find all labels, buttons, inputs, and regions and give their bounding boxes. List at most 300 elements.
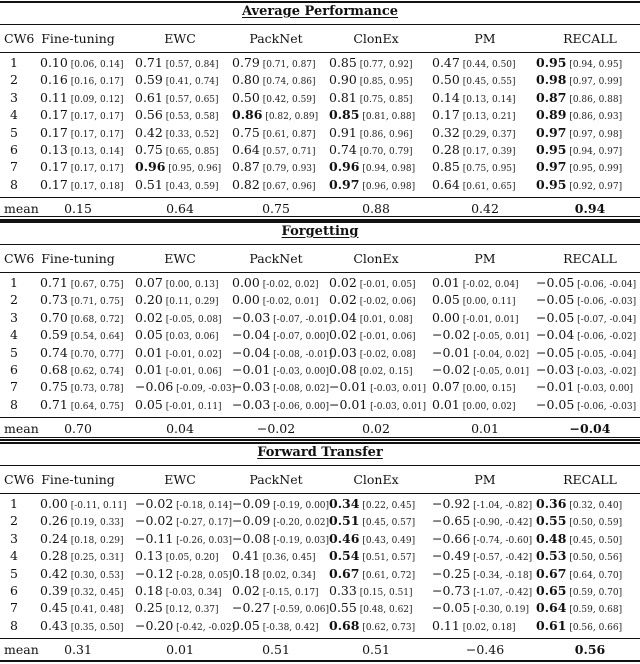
cell-value: 0.01 bbox=[432, 275, 460, 290]
confidence-interval: [0.67, 0.75] bbox=[67, 280, 124, 290]
cell-value: 0.05 bbox=[135, 396, 163, 412]
table-cell bbox=[135, 72, 219, 87]
table-cell bbox=[40, 159, 124, 174]
confidence-interval: [-0.03, 0.34] bbox=[162, 588, 222, 598]
table-cell bbox=[432, 566, 532, 581]
confidence-interval: [0.50, 0.56] bbox=[566, 553, 623, 564]
confidence-interval: [0.01, 0.08] bbox=[356, 314, 413, 325]
table-cell bbox=[329, 379, 426, 394]
cell-value: −0.02 bbox=[135, 496, 174, 511]
cell-value: −0.09 bbox=[232, 496, 271, 511]
table-rule bbox=[0, 197, 640, 198]
cell-value: 0.28 bbox=[432, 142, 460, 157]
table-row bbox=[0, 583, 640, 600]
table-row bbox=[0, 72, 640, 89]
table-cell bbox=[432, 142, 516, 157]
confidence-interval: [0.17, 0.17] bbox=[67, 112, 124, 123]
confidence-interval: [0.73, 0.78] bbox=[67, 384, 124, 395]
table-cell bbox=[232, 345, 332, 360]
mean-value: −0.02 bbox=[256, 421, 296, 437]
cell-value: 0.81 bbox=[329, 89, 357, 105]
confidence-interval: [0.62, 0.74] bbox=[67, 367, 124, 377]
cell-value: −0.01 bbox=[329, 396, 368, 412]
confidence-interval: [0.68, 0.72] bbox=[67, 314, 124, 325]
confidence-interval: [-0.01, 0.02] bbox=[162, 349, 222, 360]
cell-value: 0.71 bbox=[135, 55, 163, 70]
mean-value: 0.64 bbox=[166, 201, 194, 217]
table-cell bbox=[232, 513, 329, 528]
confidence-interval: [0.59, 0.70] bbox=[566, 588, 623, 598]
cell-value: −0.03 bbox=[536, 362, 575, 377]
table-cell bbox=[329, 345, 416, 360]
column-header: RECALL bbox=[563, 31, 617, 46]
cell-value: 0.17 bbox=[40, 176, 68, 192]
table-cell bbox=[135, 513, 232, 528]
mean-value: 0.56 bbox=[574, 642, 606, 658]
confidence-interval: [0.94, 0.97] bbox=[566, 147, 623, 157]
table-cell bbox=[536, 292, 636, 307]
confidence-interval: [-0.02, 0.01] bbox=[259, 297, 319, 308]
table-cell bbox=[329, 600, 413, 615]
confidence-interval: [0.18, 0.29] bbox=[67, 535, 124, 546]
cell-value: 0.70 bbox=[40, 309, 68, 325]
cell-value: −0.09 bbox=[232, 513, 271, 529]
confidence-interval: [0.13, 0.14] bbox=[67, 147, 124, 157]
table-cell bbox=[432, 379, 516, 394]
cell-value: 0.95 bbox=[536, 142, 567, 157]
table-row bbox=[0, 55, 640, 72]
table-row bbox=[0, 496, 640, 513]
table-cell bbox=[432, 531, 532, 546]
table-cell bbox=[329, 327, 416, 342]
cell-value: 0.97 bbox=[536, 124, 567, 140]
column-header: EWC bbox=[164, 251, 196, 266]
cell-value: 0.07 bbox=[432, 379, 460, 395]
table-cell bbox=[40, 513, 124, 528]
confidence-interval: [-0.05, -0.04] bbox=[574, 349, 637, 360]
cell-value: −0.73 bbox=[432, 583, 471, 598]
confidence-interval: [0.48, 0.62] bbox=[356, 605, 413, 616]
confidence-interval: [0.65, 0.85] bbox=[162, 147, 219, 157]
table-rule bbox=[0, 24, 640, 25]
table-row bbox=[0, 379, 640, 396]
table-cell bbox=[135, 362, 222, 377]
cell-value: 0.00 bbox=[232, 275, 260, 290]
row-label: 1 bbox=[10, 275, 18, 290]
column-header: PackNet bbox=[249, 31, 303, 46]
confidence-interval: [0.06, 0.14] bbox=[67, 60, 124, 70]
confidence-interval: [-0.19, 0.03] bbox=[270, 535, 330, 546]
table-cell bbox=[40, 90, 124, 105]
table-cell bbox=[135, 379, 235, 394]
confidence-interval: [-0.11, 0.11] bbox=[67, 501, 127, 511]
table-cell bbox=[40, 583, 124, 598]
cell-value: −0.05 bbox=[536, 275, 575, 290]
confidence-interval: [0.86, 0.88] bbox=[566, 94, 623, 105]
table-cell bbox=[536, 548, 622, 563]
confidence-interval: [0.17, 0.17] bbox=[67, 129, 124, 140]
confidence-interval: [-0.03, -0.02] bbox=[574, 367, 637, 377]
confidence-interval: [0.70, 0.77] bbox=[67, 349, 124, 360]
table-cell bbox=[329, 618, 415, 633]
cell-value: 0.87 bbox=[536, 89, 567, 105]
table-row bbox=[0, 600, 640, 617]
cell-value: −0.05 bbox=[536, 309, 575, 325]
confidence-interval: [0.70, 0.79] bbox=[356, 147, 413, 157]
confidence-interval: [0.96, 0.98] bbox=[359, 181, 416, 192]
table-cell bbox=[135, 548, 219, 563]
cell-value: −0.08 bbox=[232, 530, 271, 546]
row-label: 6 bbox=[10, 362, 18, 377]
confidence-interval: [-0.07, -0.04] bbox=[574, 314, 637, 325]
confidence-interval: [0.59, 0.68] bbox=[566, 605, 623, 616]
table-cell bbox=[40, 397, 124, 412]
confidence-interval: [0.82, 0.89] bbox=[262, 112, 319, 123]
table-cell bbox=[232, 600, 329, 615]
cell-value: −0.04 bbox=[536, 327, 575, 343]
confidence-interval: [0.03, 0.06] bbox=[162, 332, 219, 343]
cell-value: 0.14 bbox=[432, 89, 460, 105]
cell-value: 0.03 bbox=[329, 344, 357, 360]
cell-value: 0.42 bbox=[40, 565, 68, 581]
table-cell bbox=[536, 600, 622, 615]
table-row bbox=[0, 292, 640, 309]
mean-value: 0.51 bbox=[262, 642, 290, 658]
cell-value: 0.17 bbox=[40, 159, 68, 175]
table-cell bbox=[40, 600, 124, 615]
table-cell bbox=[432, 496, 532, 511]
table-cell bbox=[135, 397, 222, 412]
table-row bbox=[0, 107, 640, 124]
cell-value: 0.67 bbox=[536, 565, 567, 581]
confidence-interval: [0.05, 0.20] bbox=[162, 553, 219, 564]
confidence-interval: [0.35, 0.50] bbox=[67, 622, 124, 633]
mean-label: mean bbox=[4, 642, 39, 658]
cell-value: 0.07 bbox=[135, 275, 163, 290]
cell-value: 0.25 bbox=[135, 600, 163, 616]
table-cell bbox=[432, 600, 529, 615]
table-cell bbox=[432, 177, 516, 192]
cell-value: 0.04 bbox=[329, 309, 357, 325]
cell-value: −0.05 bbox=[432, 600, 471, 616]
confidence-interval: [-0.02, 0.08] bbox=[356, 349, 416, 360]
cell-value: 0.20 bbox=[135, 292, 163, 308]
confidence-interval: [-0.06, -0.04] bbox=[574, 280, 637, 290]
confidence-interval: [0.67, 0.96] bbox=[259, 181, 316, 192]
table-cell bbox=[329, 55, 413, 70]
cell-value: 0.24 bbox=[40, 530, 68, 546]
column-header: ClonEx bbox=[353, 251, 399, 266]
cell-value: 0.02 bbox=[232, 583, 260, 598]
cell-value: 0.74 bbox=[40, 344, 68, 360]
confidence-interval: [0.45, 0.50] bbox=[566, 535, 623, 546]
cell-value: 0.02 bbox=[329, 275, 357, 290]
confidence-interval: [0.86, 0.93] bbox=[566, 112, 623, 123]
confidence-interval: [0.22, 0.45] bbox=[359, 501, 416, 511]
cell-value: 0.39 bbox=[40, 583, 68, 598]
table-rule bbox=[0, 660, 640, 662]
mean-value: −0.46 bbox=[465, 642, 505, 658]
confidence-interval: [0.54, 0.64] bbox=[67, 332, 124, 343]
table-row bbox=[0, 310, 640, 327]
confidence-interval: [0.02, 0.34] bbox=[259, 570, 316, 581]
cell-value: 0.90 bbox=[329, 72, 357, 88]
row-label-header: CW6 bbox=[4, 472, 35, 487]
cell-value: 0.55 bbox=[536, 513, 567, 529]
cell-value: 0.11 bbox=[432, 617, 460, 633]
confidence-interval: [0.17, 0.39] bbox=[459, 147, 516, 157]
cell-value: 0.17 bbox=[40, 107, 68, 123]
table-cell bbox=[232, 566, 316, 581]
table-cell bbox=[536, 275, 636, 290]
confidence-interval: [-0.57, -0.42] bbox=[470, 553, 533, 564]
table-cell bbox=[536, 72, 622, 87]
confidence-interval: [-0.02, 0.06] bbox=[356, 297, 416, 308]
table-rule bbox=[0, 272, 640, 273]
table-cell bbox=[135, 618, 235, 633]
table-cell bbox=[232, 159, 316, 174]
table-cell bbox=[432, 345, 529, 360]
table-cell bbox=[432, 583, 532, 598]
cell-value: −0.01 bbox=[536, 379, 575, 395]
table-cell bbox=[329, 142, 413, 157]
cell-value: 0.47 bbox=[432, 55, 460, 70]
confidence-interval: [-0.18, 0.14] bbox=[173, 501, 233, 511]
cell-value: 0.87 bbox=[232, 159, 260, 175]
table-row bbox=[0, 397, 640, 414]
cell-value: 0.34 bbox=[329, 496, 360, 511]
column-header: ClonEx bbox=[353, 472, 399, 487]
confidence-interval: [-0.07, -0.01] bbox=[270, 314, 333, 325]
cell-value: 0.91 bbox=[329, 124, 357, 140]
cell-value: 0.73 bbox=[40, 292, 68, 308]
cell-value: −0.03 bbox=[232, 396, 271, 412]
table-cell bbox=[536, 531, 622, 546]
cell-value: 0.32 bbox=[432, 124, 460, 140]
confidence-interval: [0.71, 0.75] bbox=[67, 297, 124, 308]
table-cell bbox=[40, 531, 124, 546]
table-cell bbox=[40, 379, 124, 394]
table-cell bbox=[232, 292, 319, 307]
table-cell bbox=[432, 55, 516, 70]
confidence-interval: [0.50, 0.59] bbox=[566, 518, 623, 529]
table-cell bbox=[329, 496, 415, 511]
confidence-interval: [0.45, 0.57] bbox=[359, 518, 416, 529]
cell-value: 0.00 bbox=[432, 309, 460, 325]
row-label-header: CW6 bbox=[4, 31, 35, 46]
table-cell bbox=[432, 310, 519, 325]
confidence-interval: [0.41, 0.74] bbox=[162, 77, 219, 88]
row-label: 3 bbox=[10, 89, 18, 105]
cell-value: 0.01 bbox=[135, 362, 163, 377]
cell-value: 0.28 bbox=[40, 548, 68, 564]
cell-value: −0.04 bbox=[232, 344, 271, 360]
cell-value: −0.66 bbox=[432, 530, 471, 546]
table-cell bbox=[232, 177, 316, 192]
table-cell bbox=[432, 90, 516, 105]
mean-value: 0.88 bbox=[362, 201, 390, 217]
cell-value: 0.11 bbox=[40, 89, 68, 105]
table-cell bbox=[329, 177, 415, 192]
cell-value: 0.64 bbox=[232, 142, 260, 157]
confidence-interval: [-1.04, -0.82] bbox=[470, 501, 533, 511]
section-title bbox=[0, 224, 640, 239]
row-label: 7 bbox=[10, 600, 18, 616]
cell-value: 0.96 bbox=[135, 159, 166, 175]
table-row bbox=[0, 125, 640, 142]
confidence-interval: [0.75, 0.95] bbox=[459, 164, 516, 175]
cell-value: 0.64 bbox=[432, 176, 460, 192]
mean-label: mean bbox=[4, 421, 39, 437]
table-cell bbox=[232, 379, 329, 394]
table-row bbox=[0, 327, 640, 344]
cell-value: −0.02 bbox=[432, 362, 471, 377]
table-cell bbox=[329, 583, 413, 598]
table-cell bbox=[232, 310, 332, 325]
cell-value: 0.75 bbox=[135, 142, 163, 157]
table-cell bbox=[329, 397, 426, 412]
section-title-text: Forward Transfer bbox=[257, 445, 383, 460]
table-cell bbox=[232, 55, 316, 70]
cell-value: 0.00 bbox=[40, 496, 68, 511]
table-cell bbox=[432, 397, 516, 412]
table-cell bbox=[135, 292, 219, 307]
table-cell bbox=[432, 125, 516, 140]
mean-value: 0.01 bbox=[166, 642, 194, 658]
cell-value: 0.59 bbox=[40, 327, 68, 343]
confidence-interval: [-0.09, -0.03] bbox=[173, 384, 236, 395]
confidence-interval: [0.79, 0.93] bbox=[259, 164, 316, 175]
table-row bbox=[0, 142, 640, 159]
table-cell bbox=[135, 310, 222, 325]
table-cell bbox=[40, 142, 124, 157]
confidence-interval: [-0.20, 0.02] bbox=[270, 518, 330, 529]
confidence-interval: [0.36, 0.45] bbox=[259, 553, 316, 564]
table-cell bbox=[432, 159, 516, 174]
table-cell bbox=[536, 566, 622, 581]
table-cell bbox=[536, 327, 636, 342]
table-cell bbox=[432, 327, 529, 342]
row-label: 8 bbox=[10, 176, 18, 192]
confidence-interval: [0.56, 0.66] bbox=[566, 622, 623, 633]
cell-value: 0.50 bbox=[432, 72, 460, 88]
column-header: PackNet bbox=[249, 251, 303, 266]
confidence-interval: [0.53, 0.58] bbox=[162, 112, 219, 123]
cell-value: 0.17 bbox=[432, 107, 460, 123]
cell-value: 0.89 bbox=[536, 107, 567, 123]
table-cell bbox=[536, 583, 622, 598]
table-row bbox=[0, 159, 640, 176]
table-cell bbox=[232, 125, 316, 140]
cell-value: 0.01 bbox=[432, 396, 460, 412]
cell-value: 0.54 bbox=[329, 548, 360, 564]
column-header: PM bbox=[474, 31, 496, 46]
table-cell bbox=[536, 379, 633, 394]
confidence-interval: [-0.07, 0.00] bbox=[270, 332, 330, 343]
table-cell bbox=[432, 107, 516, 122]
confidence-interval: [-0.03, 0.00] bbox=[270, 367, 330, 377]
cell-value: 0.18 bbox=[232, 565, 260, 581]
table-cell bbox=[40, 55, 124, 70]
table-cell bbox=[135, 90, 219, 105]
confidence-interval: [0.19, 0.33] bbox=[67, 518, 124, 529]
column-header: Fine-tuning bbox=[41, 31, 115, 46]
mean-value: 0.15 bbox=[64, 201, 92, 217]
confidence-interval: [0.62, 0.73] bbox=[359, 622, 416, 633]
cell-value: 0.46 bbox=[329, 530, 360, 546]
confidence-interval: [-0.04, 0.02] bbox=[470, 349, 530, 360]
confidence-interval: [-0.03, 0.00] bbox=[574, 384, 634, 395]
confidence-interval: [-0.74, -0.60] bbox=[470, 535, 533, 546]
cell-value: 0.33 bbox=[329, 583, 357, 598]
table-cell bbox=[432, 275, 519, 290]
cell-value: 0.80 bbox=[232, 72, 260, 88]
cell-value: 0.71 bbox=[40, 275, 68, 290]
row-label: 7 bbox=[10, 159, 18, 175]
cell-value: −0.02 bbox=[432, 327, 471, 343]
cell-value: 0.02 bbox=[329, 327, 357, 343]
cell-value: 0.86 bbox=[232, 107, 263, 123]
table-rule bbox=[0, 442, 640, 444]
confidence-interval: [-0.01, 0.06] bbox=[356, 332, 416, 343]
table-cell bbox=[432, 292, 516, 307]
table-cell bbox=[135, 496, 232, 511]
table-cell bbox=[536, 618, 622, 633]
table-cell bbox=[40, 496, 127, 511]
confidence-interval: [0.57, 0.65] bbox=[162, 94, 219, 105]
confidence-interval: [0.42, 0.59] bbox=[259, 94, 316, 105]
mean-value: 0.94 bbox=[574, 201, 606, 217]
mean-value: 0.02 bbox=[362, 421, 390, 437]
table-cell bbox=[232, 72, 316, 87]
table-cell bbox=[135, 107, 219, 122]
row-label: 1 bbox=[10, 496, 18, 511]
table-cell bbox=[135, 345, 222, 360]
cell-value: −0.05 bbox=[536, 396, 575, 412]
cell-value: −0.11 bbox=[135, 530, 174, 546]
confidence-interval: [-0.34, -0.18] bbox=[470, 570, 533, 581]
table-cell bbox=[232, 496, 329, 511]
table-rule bbox=[0, 52, 640, 53]
confidence-interval: [0.57, 0.71] bbox=[259, 147, 316, 157]
table-cell bbox=[329, 362, 413, 377]
cell-value: 0.71 bbox=[40, 396, 68, 412]
confidence-interval: [0.94, 0.95] bbox=[566, 60, 623, 70]
cell-value: 0.97 bbox=[329, 176, 360, 192]
cell-value: 0.51 bbox=[329, 513, 360, 529]
cell-value: 0.79 bbox=[232, 55, 260, 70]
table-cell bbox=[40, 618, 124, 633]
mean-value: 0.75 bbox=[262, 201, 290, 217]
table-cell bbox=[40, 275, 124, 290]
table-rule bbox=[0, 221, 640, 223]
table-cell bbox=[536, 513, 622, 528]
table-cell bbox=[329, 275, 416, 290]
confidence-interval: [-0.01, 0.05] bbox=[356, 280, 416, 290]
cell-value: −0.01 bbox=[329, 379, 368, 395]
confidence-interval: [0.15, 0.51] bbox=[356, 588, 413, 598]
confidence-interval: [0.09, 0.12] bbox=[67, 94, 124, 105]
table-rule bbox=[0, 417, 640, 418]
confidence-interval: [0.75, 0.85] bbox=[356, 94, 413, 105]
table-cell bbox=[40, 177, 124, 192]
confidence-interval: [0.00, 0.11] bbox=[459, 297, 516, 308]
table-cell bbox=[536, 125, 622, 140]
column-header: Fine-tuning bbox=[41, 472, 115, 487]
table-cell bbox=[40, 72, 124, 87]
confidence-interval: [-0.01, 0.11] bbox=[162, 401, 222, 412]
table-cell bbox=[40, 125, 124, 140]
